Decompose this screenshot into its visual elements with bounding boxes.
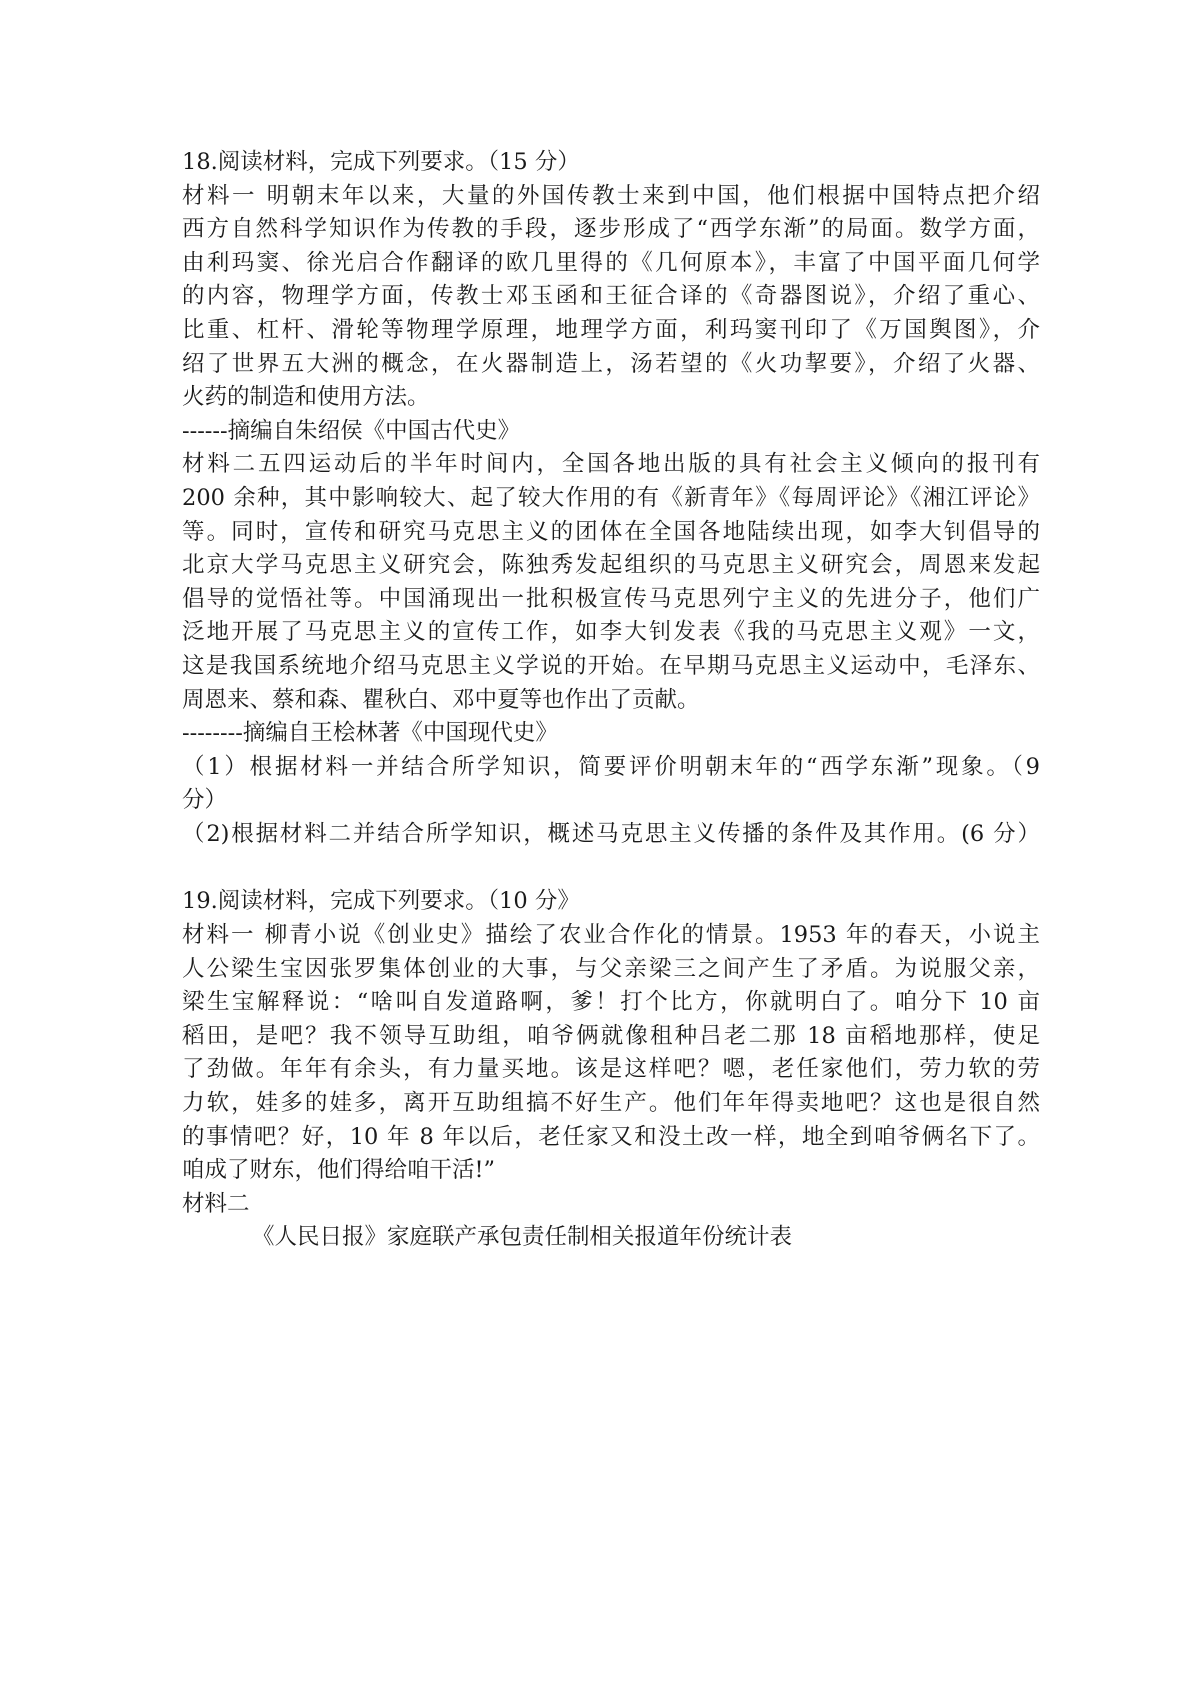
q18-question-2: （2)根据材料二并结合所学知识，概述马克思主义传播的条件及其作用。(6 分） [182,820,1040,847]
q19-material1-line: 咱成了财东，他们得给咱干活!” [182,1157,496,1184]
q18-material2-line: 这是我国系统地介绍马克思主义学说的开始。在早期马克思主义运动中，毛泽东、 [182,652,1040,679]
q19-title: 19.阅读材料，完成下列要求。（10 分》 [182,888,580,915]
q19-material1-line: 稻田，是吧？我不领导互助组，咱爷俩就像租种吕老二那 18 亩稻地那样，使足 [182,1022,1040,1049]
q18-material2-line: 材料二五四运动后的半年时间内，全国各地出版的具有社会主义倾向的报刊有 [182,451,1040,478]
q18-question-1-cont: 分） [182,787,228,814]
q18-material2-line: 泛地开展了马克思主义的宣传工作，如李大钊发表《我的马克思主义观》一文， [182,619,1040,646]
q18-material1-line: 西方自然科学知识作为传教的手段，逐步形成了“西学东渐”的局面。数学方面， [182,216,1040,243]
q18-title: 18.阅读材料，完成下列要求。（15 分） [182,149,580,175]
q19-material1-line: 了劲做。年年有余头，有力量买地。该是这样吧？嗯，老任家他们，劳力软的劳 [182,1056,1040,1083]
q19-material1-line: 梁生宝解释说：“啥叫自发道路啊，爹！打个比方，你就明白了。咱分下 10 亩 [182,989,1040,1016]
q19-material2-label: 材料二 [182,1190,250,1217]
q18-material1-line: 比重、杠杆、滑轮等物理学原理，地理学方面，利玛窦刊印了《万国舆图》，介 [182,316,1040,343]
q18-material1-line: 绍了世界五大洲的概念，在火器制造上，汤若望的《火功挈要》，介绍了火器、 [182,350,1040,377]
q18-material2-line: 倡导的觉悟社等。中国涌现出一批积极宣传马克思列宁主义的先进分子，他们广 [182,585,1040,612]
q19-table-caption: 《人民日报》家庭联产承包责任制相关报道年份统计表 [252,1224,793,1251]
q18-question-1: （1）根据材料一并结合所学知识，简要评价明朝末年的“西学东渐”现象。（9 [182,753,1040,780]
q18-material1-source: ------摘编自朱绍侯《中国古代史》 [182,417,521,444]
q18-material1-line: 的内容，物理学方面，传教士邓玉函和王征合译的《奇器图说》，介绍了重心、 [182,283,1040,310]
exam-page [182,146,1040,1255]
q18-material1-line: 火药的制造和使用方法。 [182,384,430,411]
q18-material2-line: 周恩来、蔡和森、瞿秋白、邓中夏等也作出了贡献。 [182,686,700,713]
q19-material1-line: 材料一 柳青小说《创业史》描绘了农业合作化的情景。1953 年的春天，小说主 [182,922,1040,949]
q19-material1-line: 的事情吧？好，10 年 8 年以后，老任家又和没土改一样，地全到咱爷俩名下了。 [182,1123,1040,1150]
q18-material2-line: 北京大学马克思主义研究会，陈独秀发起组织的马克思主义研究会，周恩来发起 [182,552,1040,579]
q19-material1-line: 人公梁生宝因张罗集体创业的大事，与父亲梁三之间产生了矛盾。为说服父亲， [182,955,1040,982]
q18-material1-line: 材料一 明朝末年以来，大量的外国传教士来到中国，他们根据中国特点把介绍 [182,182,1040,209]
q18-material2-source: --------摘编自王桧林著《中国现代史》 [182,720,558,747]
q18-material2-line: 等。同时，宣传和研究马克思主义的团体在全国各地陆续出现，如李大钊倡导的 [182,518,1040,545]
q18-material1-line: 由利玛窦、徐光启合作翻译的欧几里得的《几何原本》，丰富了中国平面几何学 [182,249,1040,276]
q18-material2-line: 200 余种，其中影响较大、起了较大作用的有《新青年》《每周评论》《湘江评论》 [182,484,1040,511]
q19-material1-line: 力软，娃多的娃多，离开互助组搞不好生产。他们年年得卖地吧？这也是很自然 [182,1090,1040,1117]
section-gap [182,851,1040,885]
